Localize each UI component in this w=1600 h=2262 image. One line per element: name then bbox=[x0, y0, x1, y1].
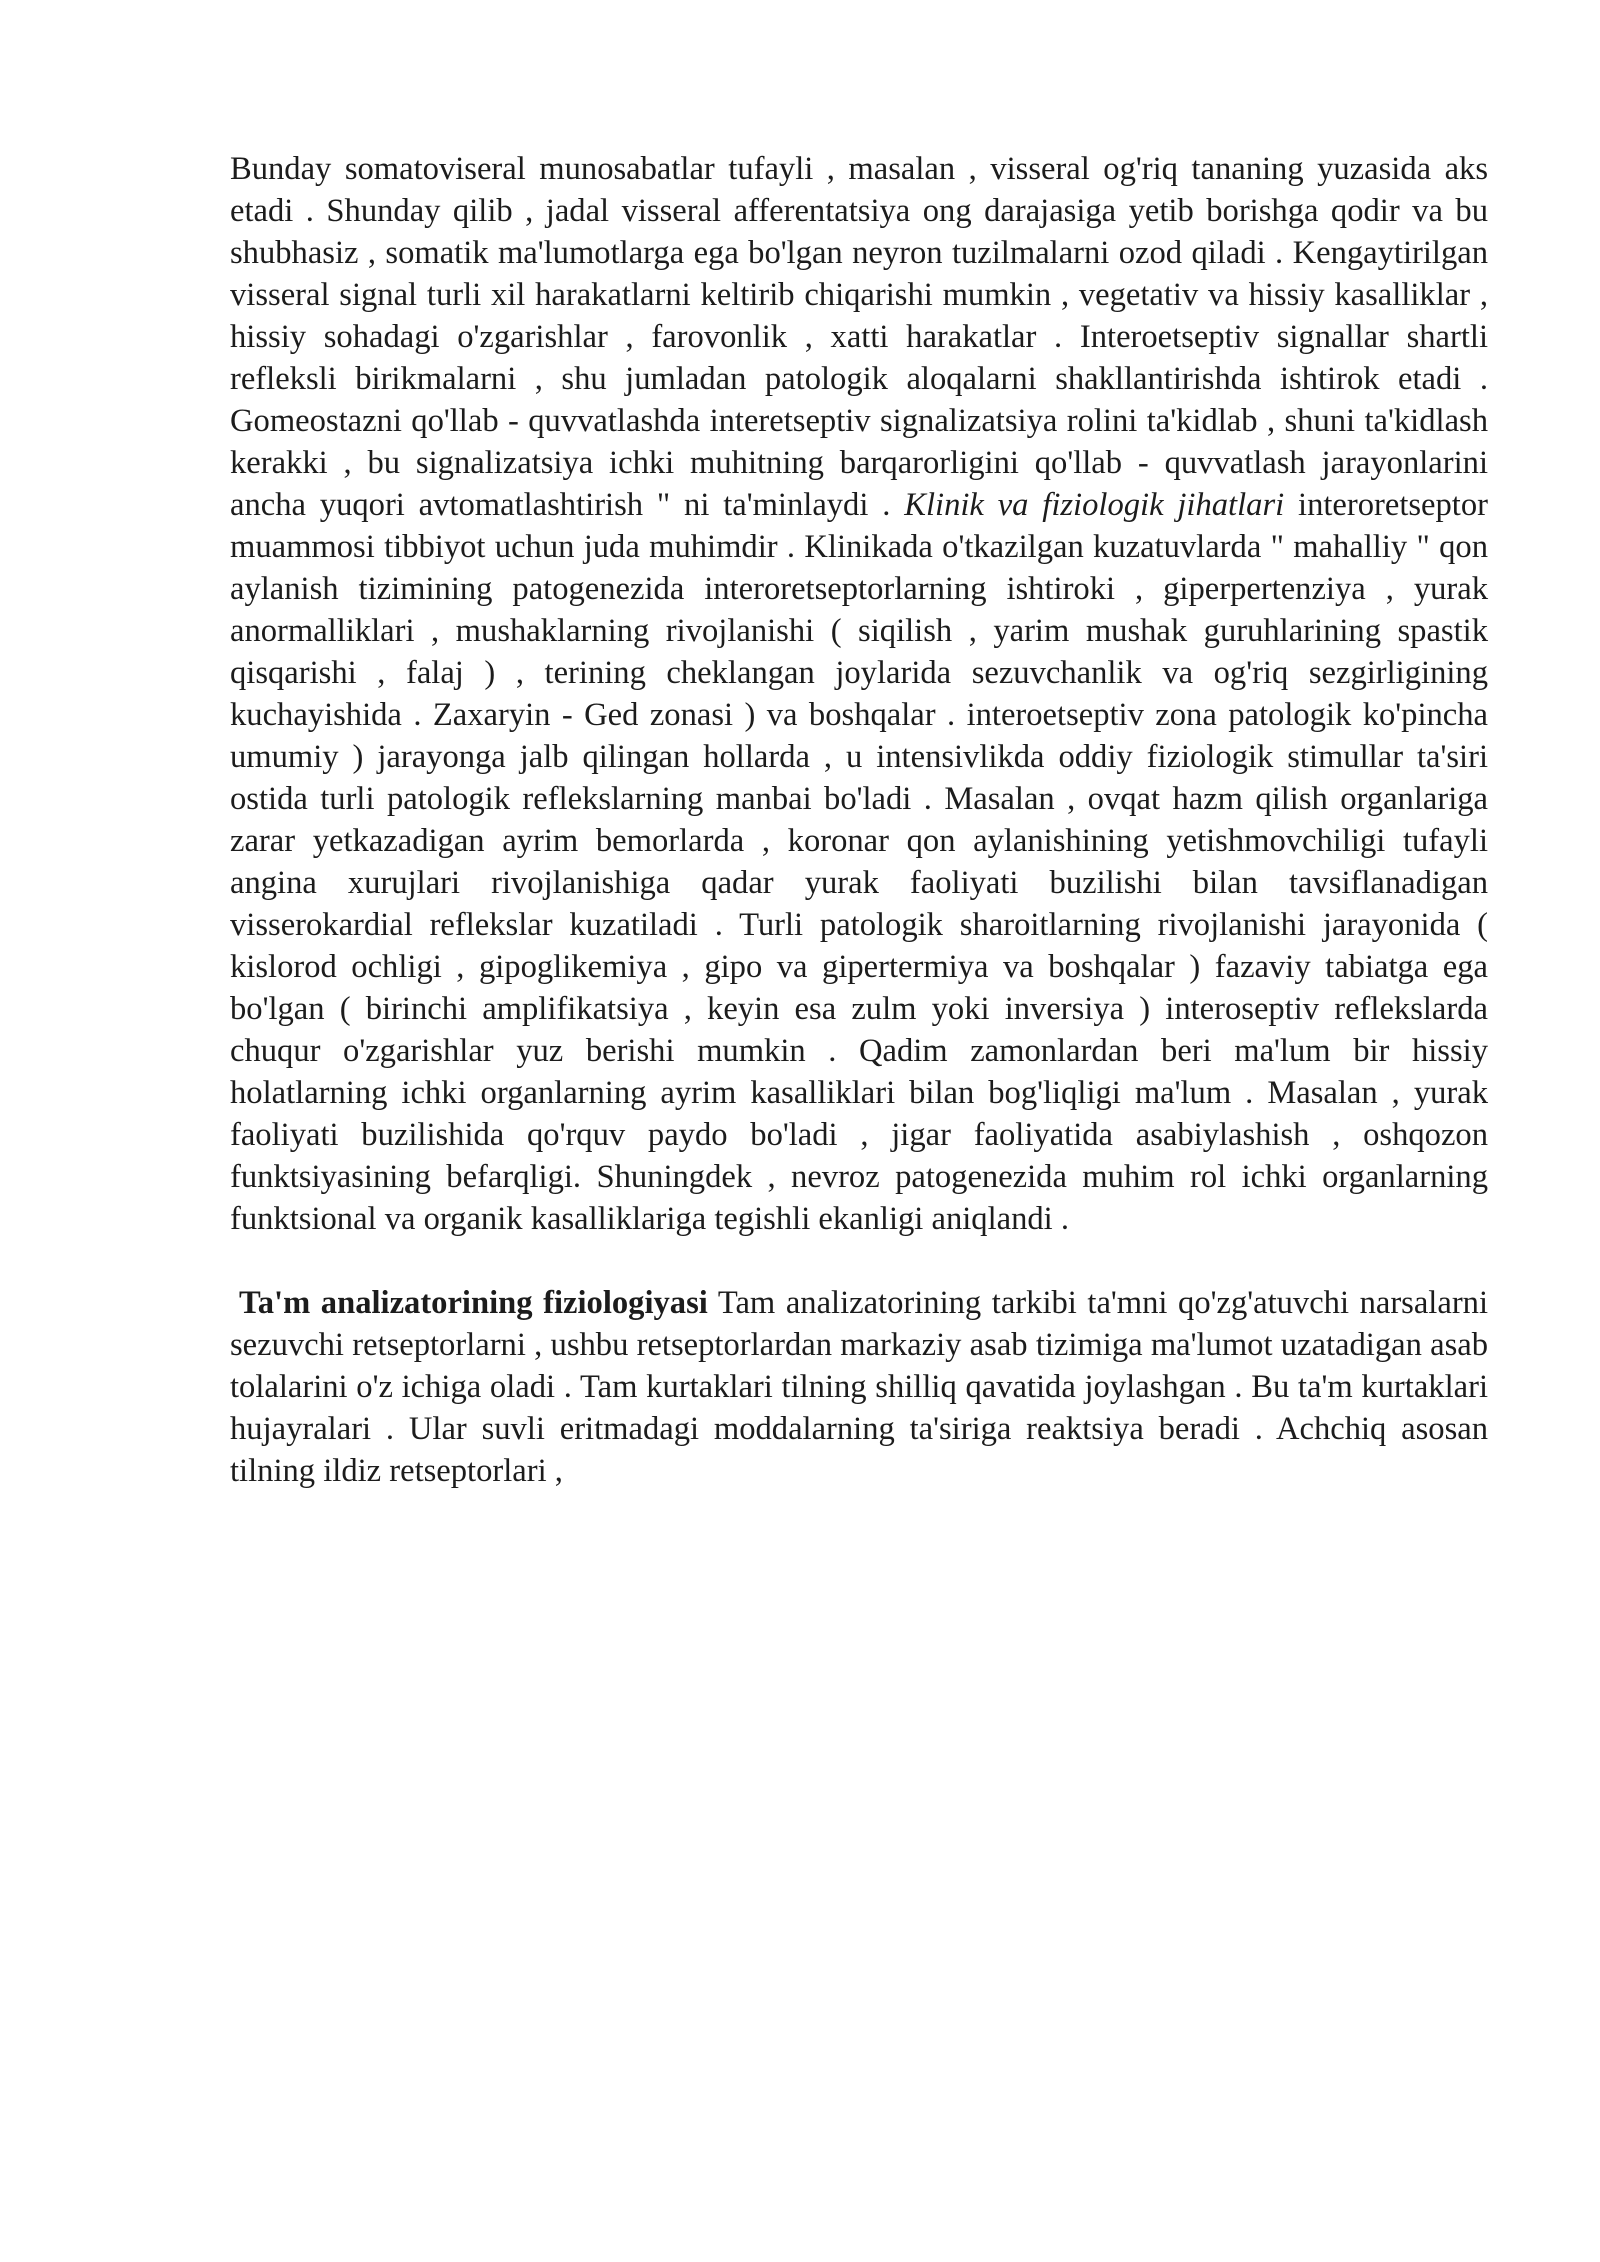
document-body bbox=[230, 148, 1488, 1492]
paragraph-taste-analyzer bbox=[230, 1282, 1488, 1492]
italic-phrase: Klinik va fiziologik jihatlari bbox=[904, 487, 1285, 523]
paragraph-somatovisceral bbox=[230, 148, 1488, 1240]
paragraph-text-start: Bunday somatoviseral munosabatlar tufayli , masalan , visseral og'riq tananing yuzasida aks etadi . Shunday qilib , jadal visseral afferentatsiya ong darajasiga yetib borishga qodir va bu shubhasiz , somatik ma'lumotlarga ega bo'lgan neyron tuzilmalarni ozod qiladi . Kengaytirilgan visseral signal turli xil harakatlarni keltirib chiqarishi mumkin , vegetativ va hissiy kasalliklar , hissiy sohadagi o'zgarishlar , farovonlik , xatti harakatlar . Interoetseptiv signallar shartli refleksli birikmalarni , shu jumladan patologik aloqalarni shakllantirishda ishtirok etadi . Gomeostazni qo'llab - quvvatlashda interetseptiv signalizatsiya rolini ta'kidlab , shuni ta'kidlash kerakki , bu signalizatsiya ichki muhitning barqarorligini qo'llab - quvvatlash jarayonlarini ancha yuqori avtomatlashtirish " ni ta'minlaydi . bbox=[230, 151, 1488, 523]
paragraph-text-end: interoretseptor muammosi tibbiyot uchun juda muhimdir . Klinikada o'tkazilgan kuzatuvlarda " mahalliy " qon aylanish tizimining patogenezida interoretseptorlarning ishtiroki , giperpertenziya , yurak anormalliklari , mushaklarning rivojlanishi ( siqilish , yarim mushak guruhlarining spastik qisqarishi , falaj ) , terining cheklangan joylarida sezuvchanlik va og'riq sezgirligining kuchayishida . Zaxaryin - Ged zonasi ) va boshqalar . interoetseptiv zona patologik ko'pincha umumiy ) jarayonga jalb qilingan hollarda , u intensivlikda oddiy fiziologik stimullar ta'siri ostida turli patologik reflekslarning manbai bo'ladi . Masalan , ovqat hazm qilish organlariga zarar yetkazadigan ayrim bemorlarda , koronar qon aylanishining yetishmovchiligi tufayli angina xurujlari rivojlanishiga qadar yurak faoliyati buzilishi bilan tavsiflanadigan visserokardial reflekslar kuzatiladi . Turli patologik sharoitlarning rivojlanishi jarayonida ( kislorod ochligi , gipoglikemiya , gipo va gipertermiya va boshqalar ) fazaviy tabiatga ega bo'lgan ( birinchi amplifikatsiya , keyin esa zulm yoki inversiya ) interoseptiv reflekslarda chuqur o'zgarishlar yuz berishi mumkin . Qadim zamonlardan beri ma'lum bir hissiy holatlarning ichki organlarning ayrim kasalliklari bilan bog'liqligi ma'lum . Masalan , yurak faoliyati buzilishida qo'rquv paydo bo'ladi , jigar faoliyatida asabiylashish , oshqozon funktsiyasining befarqligi. Shuningdek , nevroz patogenezida muhim rol ichki organlarning funktsional va organik kasalliklariga tegishli ekanligi aniqlandi . bbox=[230, 487, 1488, 1237]
section-heading: Ta'm analizatorining fiziologiyasi bbox=[239, 1285, 708, 1321]
section-body-text: Tam analizatorining tarkibi ta'mni qo'zg'atuvchi narsalarni sezuvchi retseptorlarni , ushbu retseptorlardan markaziy asab tizimiga ma'lumot uzatadigan asab tolalarini o'z ichiga oladi . Tam kurtaklari tilning shilliq qavatida joylashgan . Bu ta'm kurtaklari hujayralari . Ular suvli eritmadagi moddalarning ta'siriga reaktsiya beradi . Achchiq asosan tilning ildiz retseptorlari , bbox=[230, 1285, 1489, 1489]
